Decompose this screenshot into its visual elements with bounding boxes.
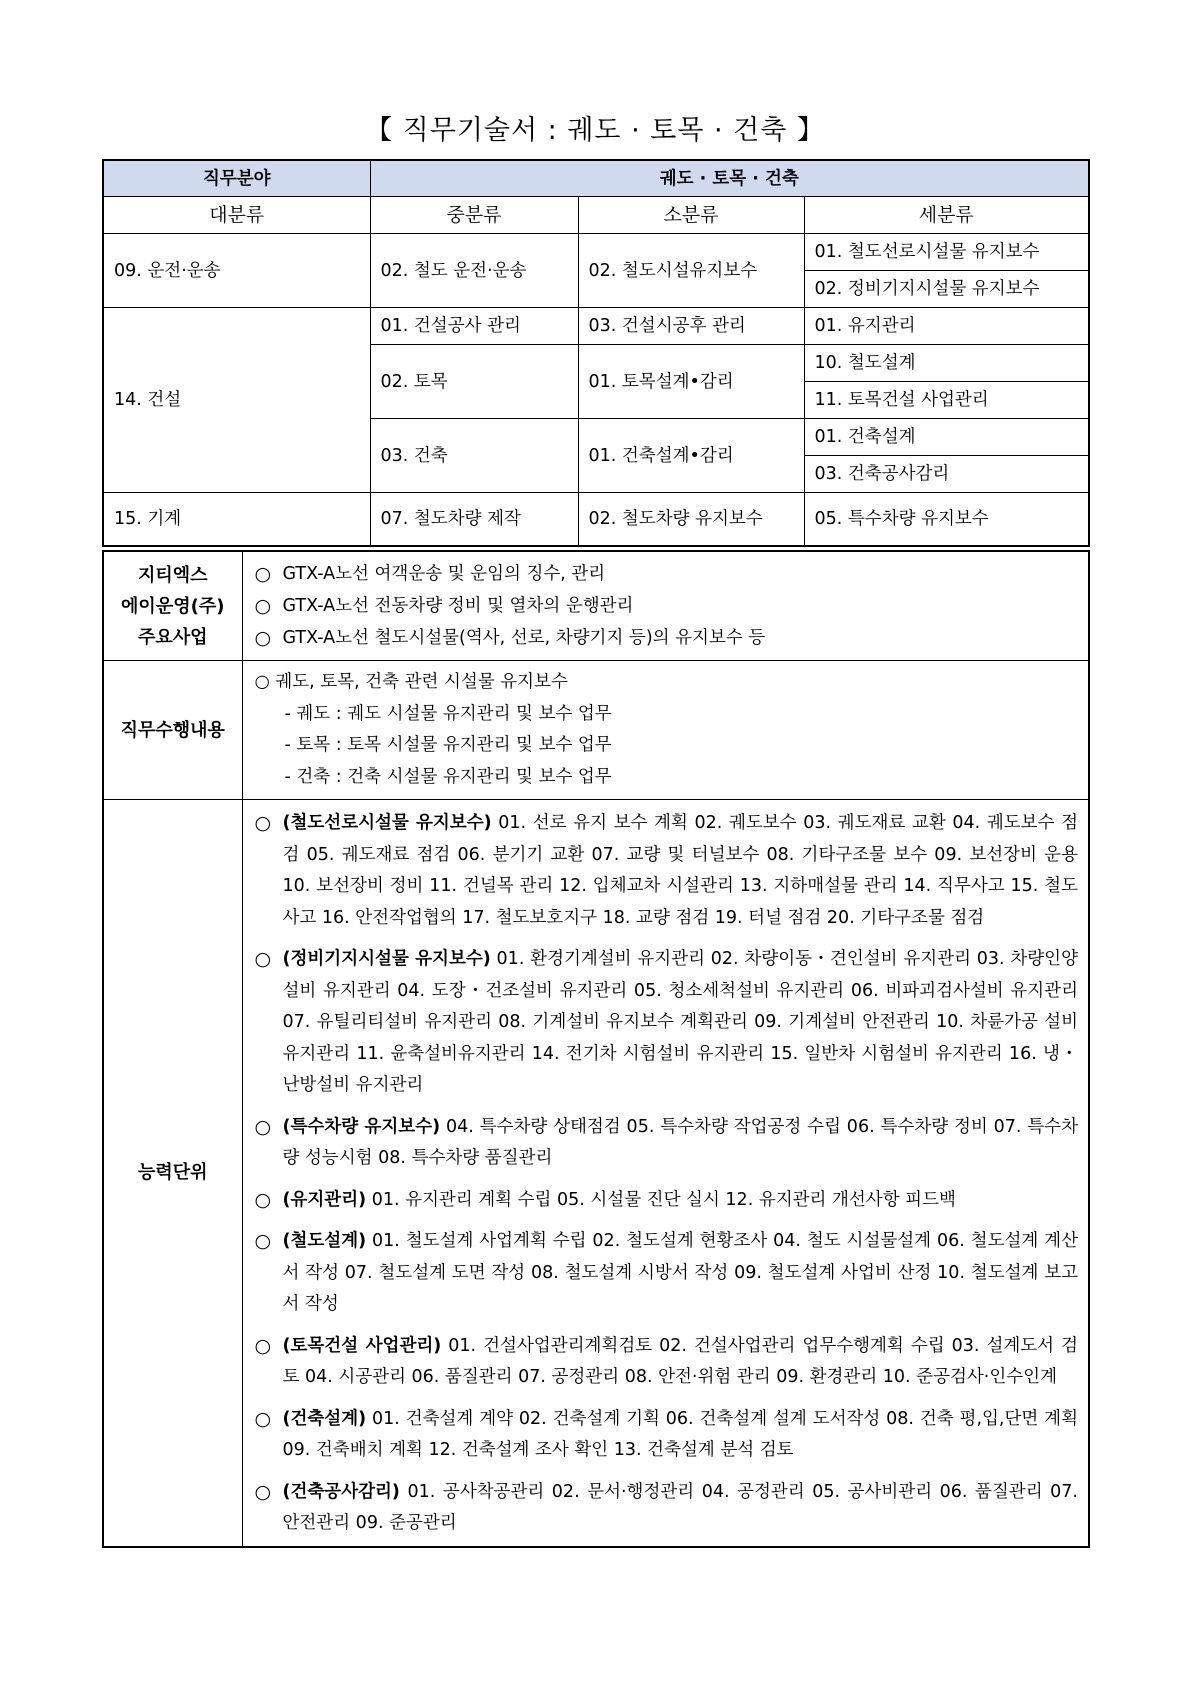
minor-cell: 02. 철도시설유지보수 [578,234,804,308]
header-middle: 중분류 [370,197,578,234]
header-detail: 세분류 [804,197,1089,234]
unit-name: (특수차량 유지보수) [282,1116,441,1137]
unit-text: 01. 건설사업관리계획검토 02. 건설사업관리 업무수행계획 수립 03. 설계도서 검토 04. 시공관리 06. 품질관리 07. 공정관리 08. 안전·위험 관리 09. 환경관리 10. 준공검사·인수인계 [282,1335,1078,1387]
unit-name: (건축공사감리) [282,1481,400,1502]
competency-unit [255,1404,1079,1467]
circle-marker: ○ [254,1230,272,1252]
competency-list [242,800,1089,1547]
detail-cell: 03. 건축공사감리 [804,456,1089,493]
unit-text: 01. 건축설계 계약 02. 건축설계 기획 06. 건축설계 설계 도서작성 08. 건축 평,입,단면 계획 09. 건축배치 계획 12. 건축설계 조사 확인 13. 건축설계 분석 검토 [282,1408,1078,1460]
major-cell: 15. 기계 [103,493,370,547]
unit-text: 01. 선로 유지 보수 계획 02. 궤도보수 03. 궤도재료 교환 04. 궤도보수 점검 05. 궤도재료 점검 06. 분기기 교환 07. 교량 및 터널보수 08. 기타구조물 보수 09. 보선장비 운용 10. 보선장비 정비 11. 건널목 관리 12. 입체교차 시설관리 13. 지하매설물 관리 14. 직무사고 15. 철도사고 16. 안전작업협의 17. 철도보호지구 18. 교량 점검 19. 터널 점검 20. 기타구조물 점검 [282,813,1079,928]
unit-name: (철도선로시설물 유지보수) [282,813,492,833]
business-label-line: 에이운영(주) [121,595,225,617]
unit-name: (토목건설 사업관리) [282,1335,442,1356]
circle-marker: ○ [254,948,272,970]
detail-cell: 01. 건축설계 [804,419,1089,456]
middle-cell: 02. 철도 운전·운송 [370,234,578,308]
duties-label: 직무수행내용 [103,661,242,800]
header-major: 대분류 [103,197,370,234]
minor-cell: 03. 건설시공후 관리 [578,308,804,345]
competency-unit [255,1112,1079,1175]
middle-cell: 03. 건축 [370,419,578,493]
business-list [242,551,1089,661]
detail-cell: 02. 정비기지시설물 유지보수 [804,271,1089,308]
unit-text: 04. 특수차량 상태점검 05. 특수차량 작업공정 수립 06. 특수차량 정비 07. 특수차량 성능시험 08. 특수차량 품질관리 [282,1116,1078,1168]
unit-text: 01. 환경기계설비 유지관리 02. 차량이동・견인설비 유지관리 03. 차량인양설비 유지관리 04. 도장・건조설비 유지관리 05. 청소세척설비 유지관리 06. 비파괴검사설비 유지관리 07. 유틸리티설비 유지관리 08. 기계설비 유지보수 계획관리 09. 기계설비 안전관리 10. 차륜가공 설비 유지관리 11. 윤축설비유지관리 14. 전기차 시험설비 유지관리 15. 일반차 시험설비 유지관리 16. 냉・난방설비 유지관리 [282,949,1078,1095]
minor-cell: 02. 철도차량 유지보수 [578,493,804,547]
duties-list [242,661,1089,800]
unit-text: 01. 유지관리 계획 수립 05. 시설물 진단 실시 12. 유지관리 개선사항 피드백 [366,1189,956,1210]
unit-name: (철도설계) [282,1231,367,1251]
competency-unit [255,944,1079,1102]
duties-main: ○ 궤도, 토목, 건축 관련 시설물 유지보수 [254,672,568,692]
unit-text: 01. 철도설계 사업계획 수립 02. 철도설계 현황조사 04. 철도 시설물설계 06. 철도설계 계산서 작성 07. 철도설계 도면 작성 08. 철도설계 시방서 작성 09. 철도설계 사업비 산정 10. 철도설계 보고서 작성 [282,1231,1078,1314]
circle-marker: ○ [254,627,272,649]
competency-label: 능력단위 [103,800,242,1547]
minor-cell: 01. 건축설계•감리 [578,419,804,493]
business-label-line: 지티엑스 [137,564,208,586]
list-item: ○ GTX-A노선 철도시설물(역사, 선로, 차량기지 등)의 유지보수 등 [255,622,1079,654]
duty-item: - 건축 : 건축 시설물 유지관리 및 보수 업무 [284,766,612,787]
circle-marker: ○ [254,595,272,617]
classification-table [102,159,1090,547]
middle-cell: 07. 철도차량 제작 [370,493,578,547]
competency-unit [255,1226,1079,1321]
circle-marker: ○ [254,812,272,834]
detail-cell: 01. 유지관리 [804,308,1089,345]
circle-marker: ○ [254,1188,272,1211]
field-label: 직무분야 [103,160,370,197]
unit-name: (유지관리) [282,1189,367,1210]
unit-name: (건축설계) [282,1408,367,1429]
job-description-table [102,550,1090,1548]
minor-cell: 01. 토목설계•감리 [578,345,804,419]
list-item: ○ GTX-A노선 여객운송 및 운임의 징수, 관리 [255,558,1079,590]
circle-marker: ○ [254,1480,272,1503]
page-title: 【 직무기술서 : 궤도 · 토목 · 건축 】 [365,115,825,146]
unit-text: 01. 공사착공관리 02. 문서·행정관리 04. 공정관리 05. 공사비관리 06. 품질관리 07. 안전관리 09. 준공관리 [282,1481,1078,1533]
major-cell: 09. 운전·운송 [103,234,370,308]
competency-unit [255,1331,1079,1394]
duty-item: - 궤도 : 궤도 시설물 유지관리 및 보수 업무 [284,703,612,724]
competency-unit [255,1185,1079,1217]
circle-marker: ○ [254,1334,272,1357]
business-label [103,551,242,661]
competency-unit [255,1477,1079,1540]
circle-marker: ○ [254,1407,272,1430]
business-label-line: 주요사업 [137,626,208,648]
circle-marker: ○ [254,563,272,585]
unit-name: (정비기지시설물 유지보수) [282,949,491,969]
header-minor: 소분류 [578,197,804,234]
major-cell: 14. 건설 [103,308,370,493]
competency-unit [255,808,1079,934]
detail-cell: 01. 철도선로시설물 유지보수 [804,234,1089,271]
middle-cell: 02. 토목 [370,345,578,419]
detail-cell: 05. 특수차량 유지보수 [804,493,1089,547]
list-item: ○ GTX-A노선 전동차량 정비 및 열차의 운행관리 [255,590,1079,622]
circle-marker: ○ [254,1115,272,1138]
detail-cell: 10. 철도설계 [804,345,1089,382]
field-value: 궤도 · 토목 · 건축 [370,160,1089,197]
middle-cell: 01. 건설공사 관리 [370,308,578,345]
detail-cell: 11. 토목건설 사업관리 [804,382,1089,419]
duty-item: - 토목 : 토목 시설물 유지관리 및 보수 업무 [284,735,612,755]
